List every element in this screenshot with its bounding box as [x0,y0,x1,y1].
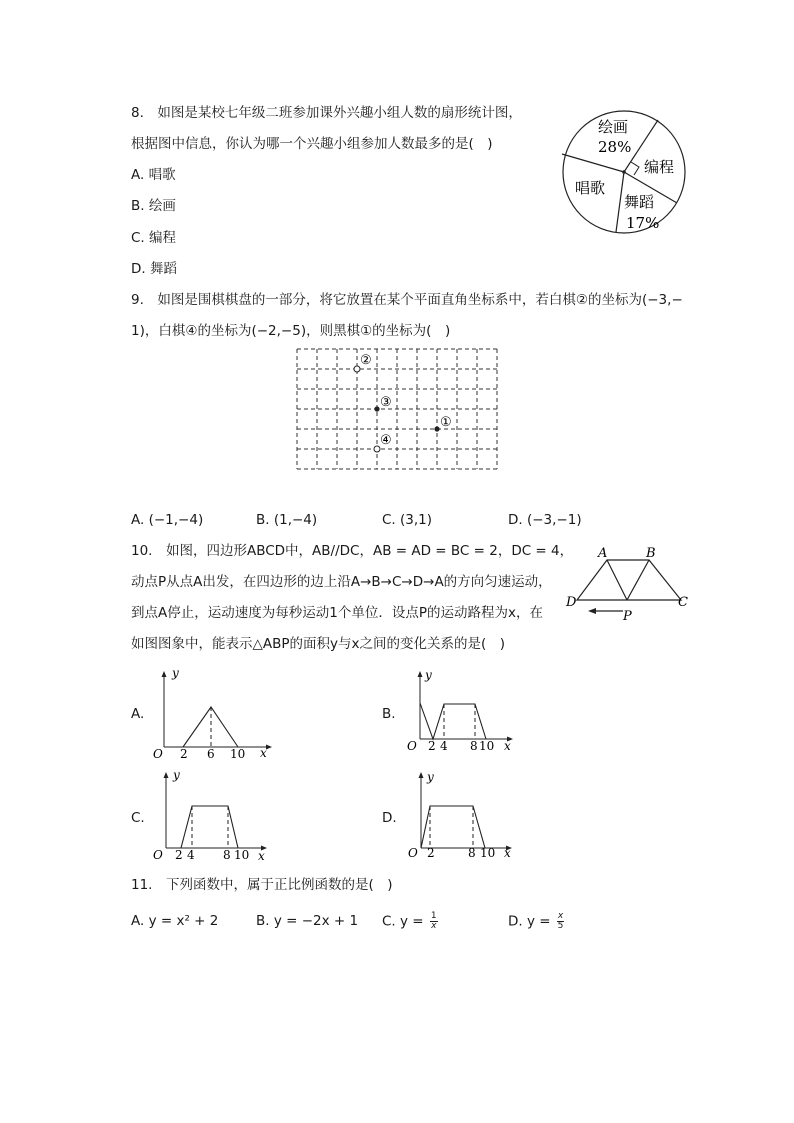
pie-label-huihua: 绘画 [598,118,629,136]
pie-label-wudao: 舞蹈 [624,193,655,211]
q11-option-c-prefix: C. y = [382,913,424,930]
q9-option-d: D. (−3,−1) [508,512,582,528]
stone-label-2: ② [360,353,372,368]
point-p-label: P [623,609,632,624]
origin-label: O [407,739,417,753]
q10-option-c-label: C. [131,810,145,826]
q9-option-b: B. (1,−4) [256,512,318,528]
tick-label: 2 [428,739,436,753]
q9-option-c: C. (3,1) [382,512,433,528]
q10-option-d-label: D. [382,810,397,826]
tick-label: 8 [470,739,478,753]
vertex-d-label: D [566,595,577,610]
axis-x-label: x [260,746,267,760]
pie-pct-huihua: 28% [598,138,632,156]
origin-label: O [153,747,163,761]
tick-label: 4 [440,739,448,753]
axis-y-label: y [427,770,434,784]
vertex-c-label: C [678,595,688,610]
tick-label: 8 [223,848,231,862]
q10-text-line4: 如图图象中，能表示△ABP的面积y与x之间的变化关系的是( ) [131,636,506,652]
vertex-a-label: A [598,546,608,561]
q11-option-d-fraction [557,912,564,931]
q8-option-c: C. 编程 [131,230,177,246]
q11-option-b: B. y = −2x + 1 [256,913,359,929]
axis-y-label: y [173,768,180,782]
fraction-denominator: x [431,921,437,931]
stone-label-1: ① [440,415,452,430]
q11-text-line1: 11. 下列函数中，属于正比例函数的是( ) [131,877,393,893]
q8-text-line1: 8. 如图是某校七年级二班参加课外兴趣小组人数的扇形统计图， [131,105,522,121]
axis-y-label: y [172,666,179,680]
graph-option-b [405,665,520,760]
tick-label: 10 [480,846,496,860]
tick-label: 4 [187,848,195,862]
graph-option-c [150,766,275,866]
pie-label-changge: 唱歌 [575,179,606,197]
pie-pct-wudao: 17% [626,214,660,232]
axis-x-label: x [258,849,265,863]
black-stone-3 [374,406,379,411]
q11-option-d [508,912,564,931]
tick-label: 8 [468,846,476,860]
tick-label: 6 [207,747,215,761]
tick-label: 2 [180,747,188,761]
q11-option-d-prefix: D. y = [508,913,551,930]
black-stone-1 [434,426,439,431]
axis-x-label: x [504,846,511,860]
q10-option-a-label: A. [131,706,145,722]
trapezoid-figure [562,543,694,623]
q10-option-b-label: B. [382,706,396,722]
tick-label: 10 [479,739,495,753]
tick-label: 2 [427,846,435,860]
fraction-numerator: x [557,911,564,921]
q8-option-d: D. 舞蹈 [131,261,177,277]
tick-label: 10 [230,747,246,761]
q10-text-line2: 动点P从点A出发，在四边形的边上沿A→B→C→D→A的方向匀速运动， [131,574,552,590]
axis-y-label: y [425,668,432,682]
q8-option-b: B. 绘画 [131,198,176,214]
origin-label: O [153,848,163,862]
q11-option-c-fraction [430,912,438,931]
stone-label-3: ③ [380,395,392,410]
q11-option-c [382,912,438,931]
q10-text-line1: 10. 如图，四边形ABCD中，AB//DC，AB = AD = BC = 2，DC = 4， [131,543,574,559]
pie-label-biancheng: 编程 [644,158,675,176]
q9-option-a: A. (−1,−4) [131,512,204,528]
axis-x-label: x [504,739,511,753]
q11-option-a: A. y = x² + 2 [131,913,219,929]
q9-text-line1: 9. 如图是围棋棋盘的一部分，将它放置在某个平面直角坐标系中，若白棋②的坐标为(−3,− [131,292,683,308]
vertex-b-label: B [646,546,656,561]
fraction-numerator: 1 [430,911,437,921]
pie-chart [558,104,688,239]
q8-text-line2: 根据图中信息，你认为哪一个兴趣小组参加人数最多的是( ) [131,136,493,152]
stone-label-4: ④ [380,433,392,448]
origin-label: O [408,846,418,860]
go-board [290,343,505,478]
q10-text-line3: 到点A停止，运动速度为每秒运动1个单位．设点P的运动路程为x，在 [131,605,543,621]
q8-option-a: A. 唱歌 [131,167,176,183]
tick-label: 10 [234,848,250,862]
tick-label: 2 [175,848,183,862]
q9-text-line2: 1)，白棋④的坐标为(−2,−5)，则黑棋①的坐标为( ) [131,323,451,339]
fraction-denominator: 5 [557,921,564,931]
graph-option-d [405,766,520,866]
graph-option-a [150,665,275,760]
